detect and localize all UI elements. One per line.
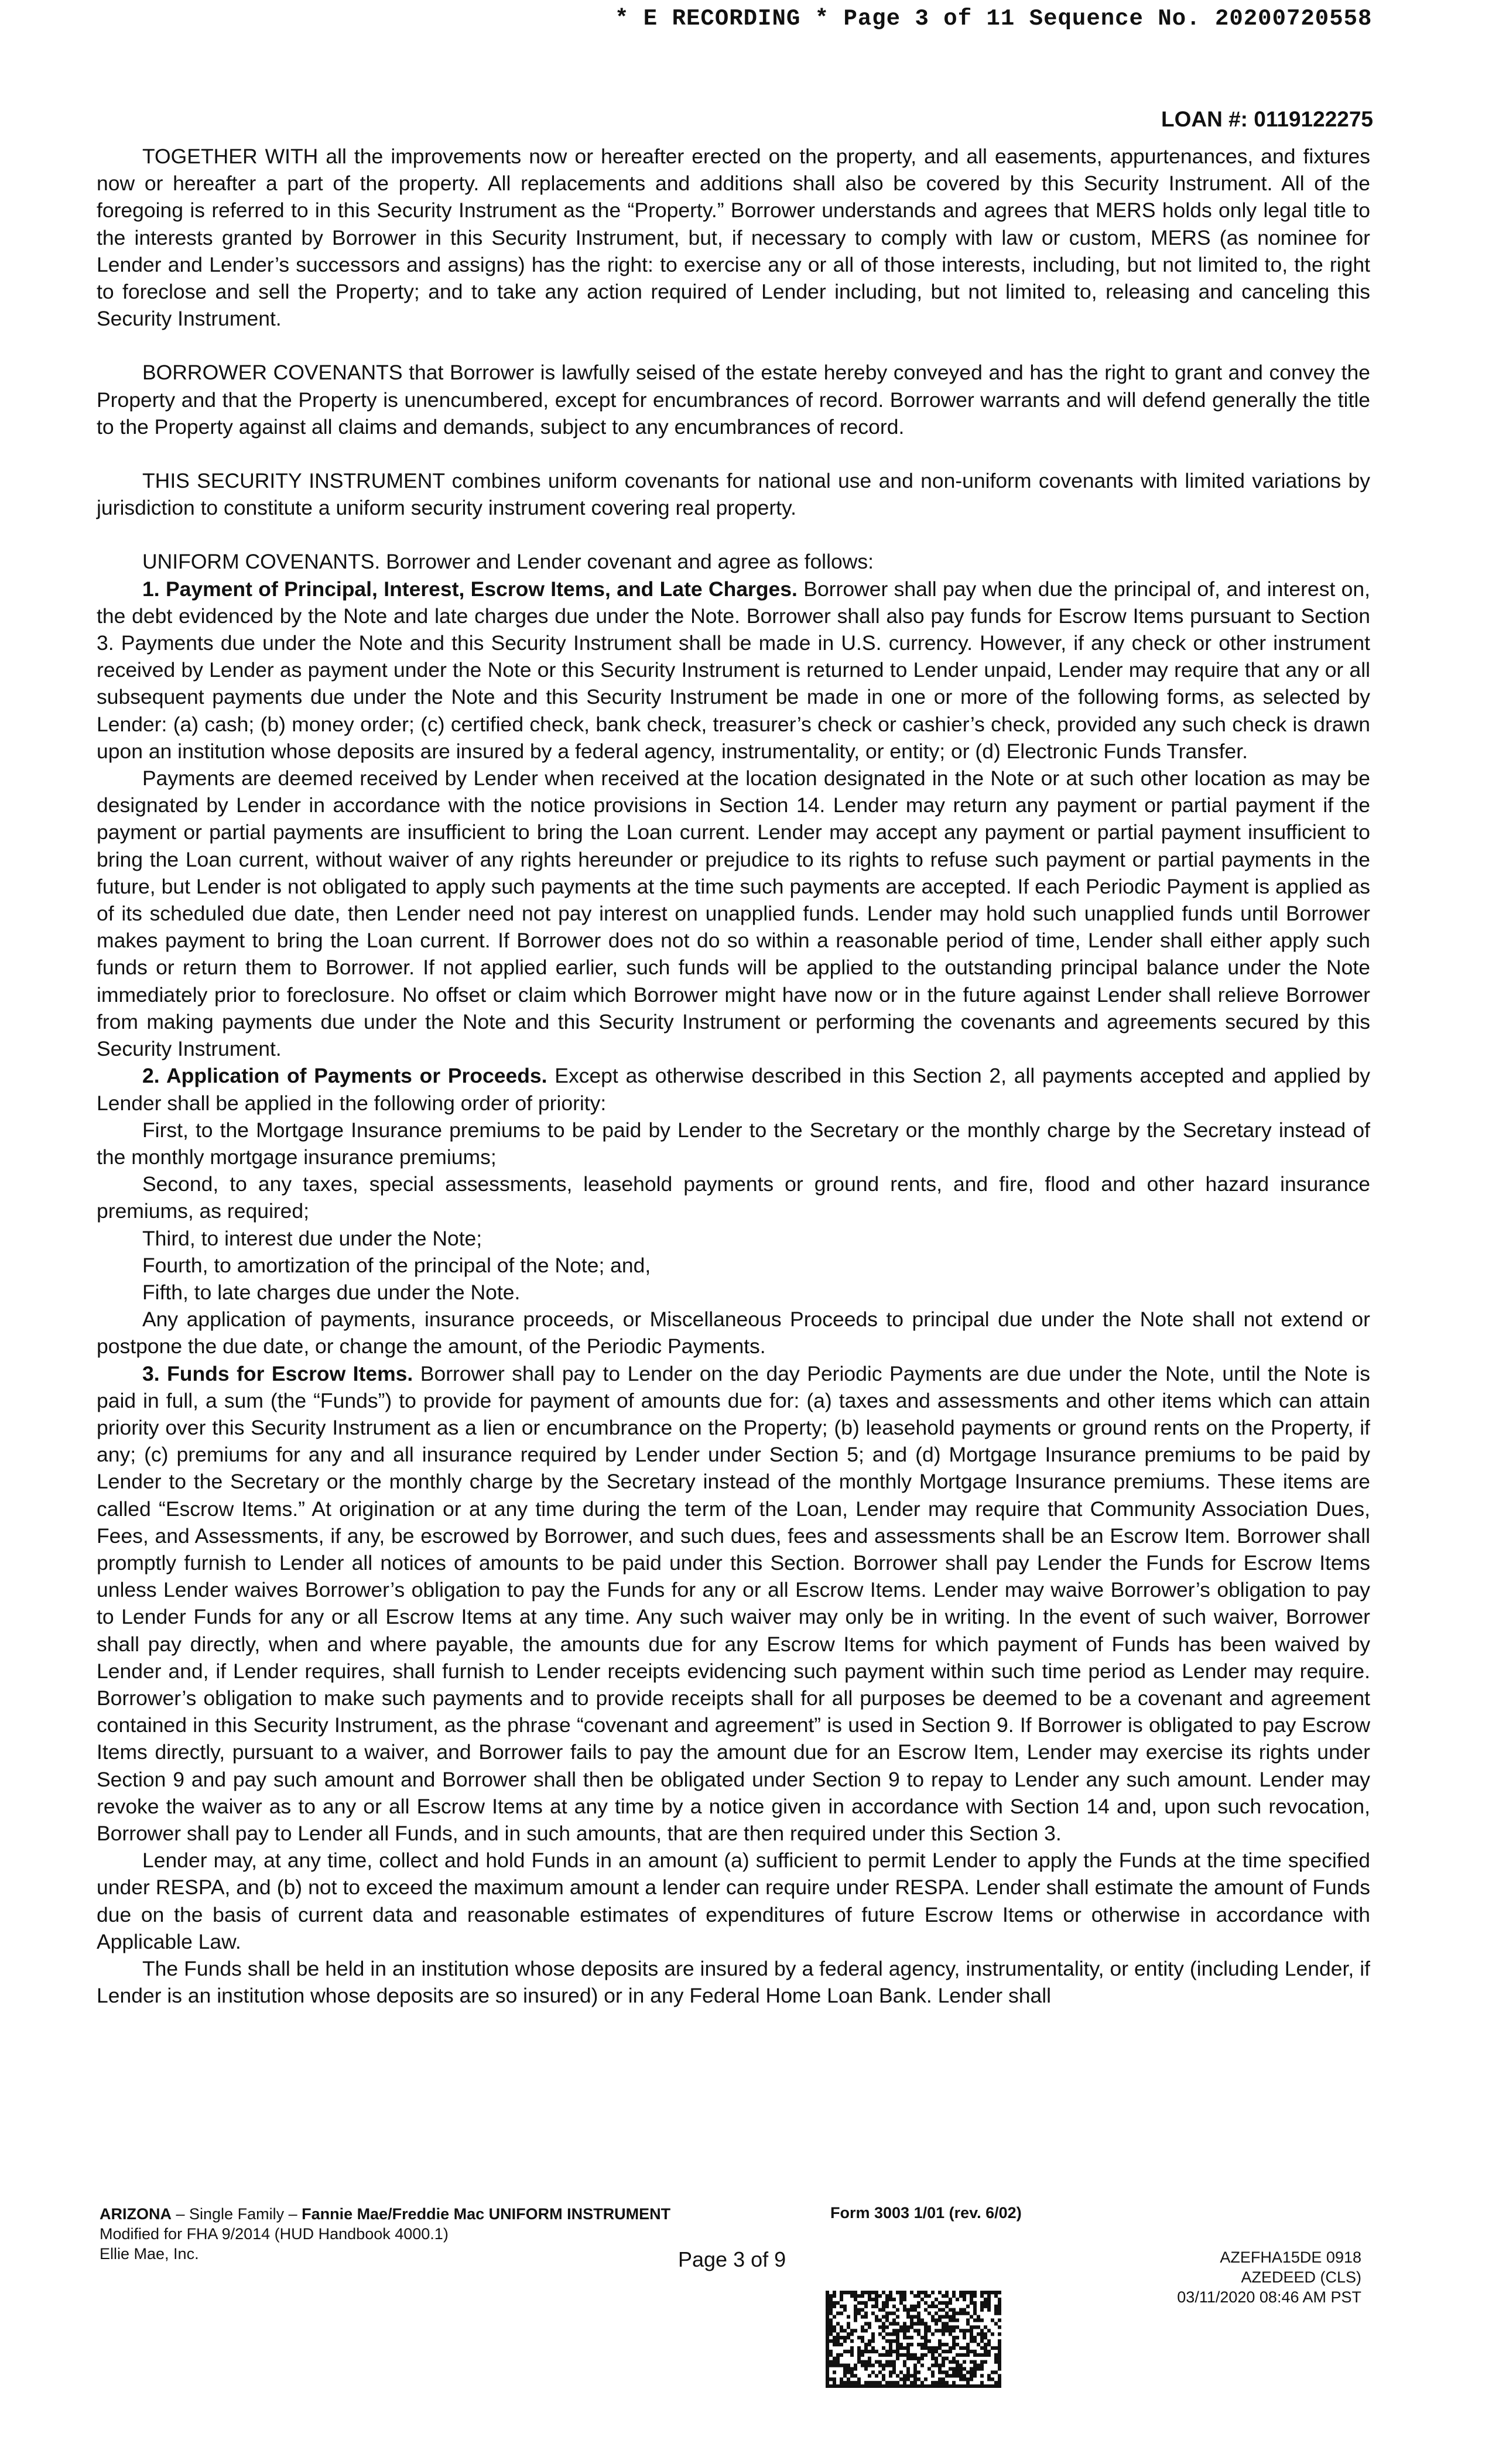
section-3-heading: 3. Funds for Escrow Items.: [142, 1361, 413, 1385]
priority-second: Second, to any taxes, special assessments, leasehold payments or ground rents, and fire, flood and other hazard insurance premiums, as required;: [97, 1172, 1370, 1223]
section-3-respa-paragraph: Lender may, at any time, collect and hold Funds in an amount (a) sufficient to permit Lender to apply the Funds at the time specified under RESPA, and (b) not to exceed the maximum amount a lender can require under RESPA. Lender shall estimate the amount of Funds due on the basis of current data and reasonable estimates of expenditures of future Escrow Items or otherwise in accordance with Applicable Law.: [97, 1849, 1370, 1953]
section-1-paragraph: [97, 576, 1370, 765]
footer-code-1: AZEFHA15DE 0918: [1220, 2249, 1361, 2266]
borrower-covenants-paragraph: BORROWER COVENANTS that Borrower is lawfully seised of the estate hereby conveyed and has the right to grant and convey the Property and that the Property is unencumbered, except for encumbrances of record. Borrower warrants and will defend generally the title to the Property against all claims and demands, subject to any encumbrances of record.: [97, 361, 1370, 439]
footer-timestamp: 03/11/2020 08:46 AM PST: [1177, 2288, 1361, 2306]
footer-form-number: Form 3003 1/01 (rev. 6/02): [830, 2204, 1022, 2222]
section-2-application-paragraph: Any application of payments, insurance proceeds, or Miscellaneous Proceeds to principal due under the Note shall not extend or postpone the due date, or change the amount, of the Periodic Payments.: [97, 1308, 1370, 1358]
footer-company: Ellie Mae, Inc.: [100, 2245, 199, 2263]
priority-third: Third, to interest due under the Note;: [142, 1226, 482, 1250]
priority-fourth: Fourth, to amortization of the principal of the Note; and,: [142, 1253, 651, 1277]
recording-header: * E RECORDING * Page 3 of 11 Sequence No. 20200720558: [615, 6, 1373, 32]
footer-form-title: [100, 2204, 670, 2224]
loan-number: LOAN #: 0119122275: [1161, 107, 1373, 131]
footer-form-info: [100, 2204, 670, 2264]
footer-family: – Single Family –: [172, 2205, 302, 2223]
section-1-heading: 1. Payment of Principal, Interest, Escrow Items, and Late Charges.: [142, 577, 798, 601]
section-1-payments-paragraph: Payments are deemed received by Lender when received at the location designated in the Note or at such other location as may be designated by Lender in accordance with the notice provisions in Section 14. Lender may return any payment or partial payment if the payment or partial payments are insufficient to bring the Loan current. Lender may accept any payment or partial payment insufficient to bring the Loan current, without waiver of any rights hereunder or prejudice to its rights to refuse such payment or partial payments in the future, but Lender is not obligated to apply such payments at the time such payments are accepted. If each Periodic Payment is applied as of its scheduled due date, then Lender need not pay interest on unapplied funds. Lender may hold such unapplied funds until Borrower makes payment to bring the Loan current. If Borrower does not do so within a reasonable period of time, Lender shall either apply such funds or return them to Borrower. If not applied earlier, such funds will be applied to the outstanding principal balance under the Note immediately prior to foreclosure. No offset or claim which Borrower might have now or in the future against Lender shall relieve Borrower from making payments due under the Note and this Security Instrument or performing the covenants and agreements secured by this Security Instrument.: [97, 766, 1370, 1061]
section-2-heading: 2. Application of Payments or Proceeds.: [142, 1064, 547, 1088]
priority-first: First, to the Mortgage Insurance premiums to be paid by Lender to the Secretary or the monthly charge by the Secretary instead of the monthly mortgage insurance premiums;: [97, 1118, 1370, 1169]
footer-code-2: AZEDEED (CLS): [1241, 2268, 1361, 2286]
footer-modified: Modified for FHA 9/2014 (HUD Handbook 4000.1): [100, 2225, 449, 2243]
footer-instrument: Fannie Mae/Freddie Mac UNIFORM INSTRUMENT: [302, 2205, 671, 2223]
footer-codes: [1177, 2247, 1361, 2307]
security-instrument-paragraph: THIS SECURITY INSTRUMENT combines uniform covenants for national use and non-uniform covenants with limited variations by jurisdiction to constitute a uniform security instrument covering real property.: [97, 469, 1370, 520]
priority-fifth: Fifth, to late charges due under the Note.: [142, 1280, 521, 1304]
footer-state: ARIZONA: [100, 2205, 172, 2223]
document-body: [97, 143, 1370, 2009]
together-with-paragraph: TOGETHER WITH all the improvements now or hereafter erected on the property, and all easements, appurtenances, and fixtures now or hereafter a part of the property. All replacements and additions shall also be covered by this Security Instrument. All of the foregoing is referred to in this Security Instrument as the “Property.” Borrower understands and agrees that MERS holds only legal title to the interests granted by Borrower in this Security Instrument, but, if necessary to comply with law or custom, MERS (as nominee for Lender and Lender’s successors and assigns) has the right: to exercise any or all of those interests, including, but not limited to, the right to foreclose and sell the Property; and to take any action required of Lender including, but not limited to, releasing and canceling this Security Instrument.: [97, 145, 1370, 331]
section-3-text: Borrower shall pay to Lender on the day Periodic Payments are due under the Note, until the Note is paid in full, a sum (the “Funds”) to provide for payment of amounts due for: (a) taxes and assessments and other items which can attain priority over this Security Instrument as a lien or encumbrance on the Property; (b) leasehold payments or ground rents on the Property, if any; (c) premiums for any and all insurance required by Lender under Section 5; and (d) Mortgage Insurance premiums to be paid by Lender to the Secretary or the monthly charge by the Secretary instead of the monthly Mortgage Insurance premiums. These items are called “Escrow Items.” At origination or at any time during the term of the Loan, Lender may require that Community Association Dues, Fees, and Assessments, if any, be escrowed by Borrower, and such dues, fees and assessments shall be an Escrow Item. Borrower shall promptly furnish to Lender all notices of amounts to be paid under this Section. Borrower shall pay Lender the Funds for Escrow Items unless Lender waives Borrower’s obligation to pay the Funds for any or all Escrow Items. Lender may waive Borrower’s obligation to pay to Lender Funds for any or all Escrow Items at any time. Any such waiver may only be in writing. In the event of such waiver, Borrower shall pay directly, when and where payable, the amounts due for any Escrow Items for which payment of Funds has been waived by Lender and, if Lender requires, shall furnish to Lender receipts evidencing such payment within such time period as Lender may require. Borrower’s obligation to make such payments and to provide receipts shall for all purposes be deemed to be a covenant and agreement contained in this Security Instrument, as the phrase “covenant and agreement” is used in Section 9. If Borrower is obligated to pay Escrow Items directly, pursuant to a waiver, and Borrower fails to pay the amount due for an Escrow Item, Lender may exercise its rights under Section 9 and pay such amount and Borrower shall then be obligated under Section 9 to repay to Lender any such amount. Lender may revoke the waiver as to any or all Escrow Items at any time by a notice given in accordance with Section 14 and, upon such revocation, Borrower shall pay to Lender all Funds, and in such amounts, that are then required under this Section 3.: [97, 1361, 1370, 1845]
section-3-paragraph: [97, 1360, 1370, 1847]
section-2-paragraph: [97, 1062, 1370, 1116]
uniform-covenants-intro: UNIFORM COVENANTS. Borrower and Lender covenant and agree as follows:: [142, 550, 874, 574]
section-2-text: Except as otherwise described in this Section 2, all payments accepted and applied by Lender shall be applied in the following order of priority:: [97, 1064, 1370, 1115]
section-1-text: Borrower shall pay when due the principal of, and interest on, the debt evidenced by the Note and late charges due under the Note. Borrower shall also pay funds for Escrow Items pursuant to Section 3. Payments due under the Note and this Security Instrument shall be made in U.S. currency. However, if any check or other instrument received by Lender as payment under the Note or this Security Instrument is returned to Lender unpaid, Lender may require that any or all subsequent payments due under the Note and this Security Instrument be made in one or more of the following forms, as selected by Lender: (a) cash; (b) money order; (c) certified check, bank check, treasurer’s check or cashier’s check, provided any such check is drawn upon an institution whose deposits are insured by a federal agency, instrumentality, or entity; or (d) Electronic Funds Transfer.: [97, 577, 1370, 763]
section-3-funds-paragraph: The Funds shall be held in an institution whose deposits are insured by a federal agency, instrumentality, or entity (including Lender, if Lender is an institution whose deposits are so insured) or in any Federal Home Loan Bank. Lender shall: [97, 1957, 1370, 2008]
barcode-image: [826, 2291, 1001, 2388]
footer-page-number: Page 3 of 9: [678, 2247, 786, 2271]
